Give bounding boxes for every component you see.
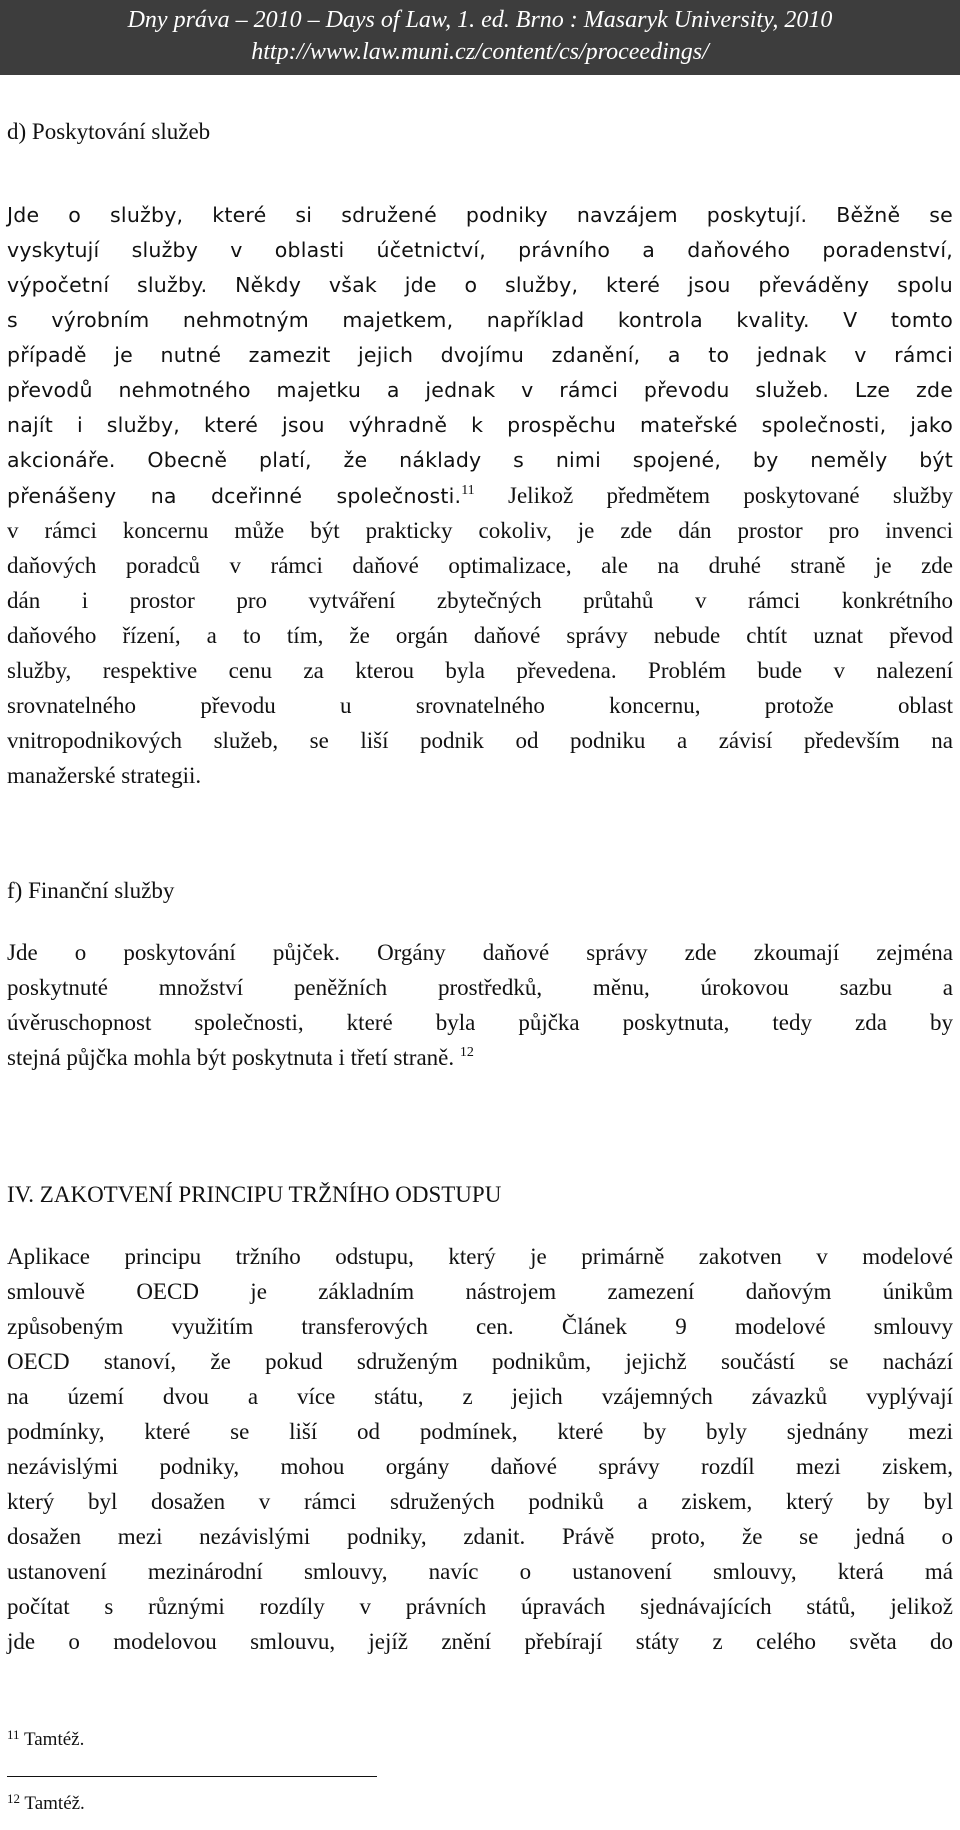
footnote-ref-11[interactable]: 11 xyxy=(461,483,475,498)
text-line: dosažen mezi nezávislými podniky, zdanit. Právě proto, že se jedná o xyxy=(7,1524,953,1549)
text-line: Jde o služby, které si sdružené podniky navzájem poskytují. Běžně se xyxy=(7,203,953,227)
text-line: případě je nutné zamezit jejich dvojímu zdanění, a to jednak v rámci xyxy=(7,343,953,367)
text-line: výpočetní služby. Někdy však jde o služby, které jsou převáděny spolu xyxy=(7,273,953,297)
text-line: převodů nehmotného majetku a jednak v rámci převodu služeb. Lze zde xyxy=(7,378,953,402)
section-iv-heading: IV. ZAKOTVENÍ PRINCIPU TRŽNÍHO ODSTUPU xyxy=(7,1182,502,1207)
text-line: ustanovení mezinárodní smlouvy, navíc o ustanovení smlouvy, která má xyxy=(7,1559,953,1584)
text-line: jde o modelovou smlouvu, jejíž znění přebírají státy z celého světa do xyxy=(7,1629,953,1654)
text-line: počítat s různými rozdíly v právních úpravách sjednávajících států, jelikož xyxy=(7,1594,953,1619)
text-line: najít i služby, které jsou výhradně k prospěchu mateřské společnosti, jako xyxy=(7,413,953,437)
footnote-ref-12[interactable]: 12 xyxy=(459,1045,474,1060)
text-line: který byl dosažen v rámci sdružených podniků a ziskem, který by byl xyxy=(7,1489,953,1514)
text-line: podmínky, které se liší od podmínek, které by byly sjednány mezi xyxy=(7,1419,953,1444)
section-iv xyxy=(7,1180,953,1210)
text-line: s výrobním nehmotným majetkem, například kontrola kvality. V tomto xyxy=(7,308,953,332)
text-line: srovnatelného převodu u srovnatelného koncernu, protože oblast xyxy=(7,693,953,718)
text-line: Jde o poskytování půjček. Orgány daňové správy zde zkoumají zejména xyxy=(7,940,953,965)
footnote-text: Tamtéž. xyxy=(23,1729,85,1750)
section-d-paragraph-continued xyxy=(7,478,953,793)
text-line: nezávislými podniky, mohou orgány daňové správy rozdíl mezi ziskem, xyxy=(7,1454,953,1479)
text-line: OECD stanoví, že pokud sdruženým podnikům, jejichž součástí se nachází xyxy=(7,1349,953,1374)
text-line xyxy=(7,1040,953,1075)
text-line: Aplikace principu tržního odstupu, který je primárně zakotven v modelové xyxy=(7,1244,953,1269)
text-line: služby, respektive cenu za kterou byla převedena. Problém bude v nalezení xyxy=(7,658,953,683)
footnote-separator xyxy=(7,1776,377,1777)
header-citation: Dny práva – 2010 – Days of Law, 1. ed. Brno : Masaryk University, 2010 xyxy=(127,7,833,33)
text-line: na území dvou a více státu, z jejich vzájemných závazků vyplývají xyxy=(7,1384,953,1409)
text-line: akcionáře. Obecně platí, že náklady s nimi spojené, by neměly být xyxy=(7,448,953,472)
footnote-number: 11 xyxy=(7,1727,20,1742)
footnote-12 xyxy=(7,1792,85,1816)
text-line: v rámci koncernu může být prakticky cokoliv, je zde dán prostor pro invenci xyxy=(7,518,953,543)
text-fragment: Jelikož předmětem poskytované služby xyxy=(474,483,953,508)
header-url: http://www.law.muni.cz/content/cs/proceedings/ xyxy=(251,39,709,65)
section-d xyxy=(7,117,953,147)
text-line: daňového řízení, a to tím, že orgán daňové správy nebude chtít uznat převod xyxy=(7,623,953,648)
text-line: poskytnuté množství peněžních prostředků, měnu, úrokovou sazbu a xyxy=(7,975,953,1000)
page-header xyxy=(0,0,960,75)
section-f xyxy=(7,876,953,906)
text-fragment: stejná půjčka mohla být poskytnuta i třetí straně. xyxy=(7,1045,455,1070)
text-line: smlouvě OECD je základním nástrojem zamezení daňovým únikům xyxy=(7,1279,953,1304)
section-d-paragraph xyxy=(7,198,953,478)
section-f-heading: f) Finanční služby xyxy=(7,878,175,903)
text-fragment: přenášeny na dceřinné společnosti. xyxy=(7,484,462,508)
text-line: způsobeným využitím transferových cen. Článek 9 modelové smlouvy xyxy=(7,1314,953,1339)
footnote-11 xyxy=(7,1728,84,1752)
section-f-paragraph xyxy=(7,935,953,1075)
text-line: úvěruschopnost společnosti, které byla půjčka poskytnuta, tedy zda by xyxy=(7,1010,953,1035)
text-line: vyskytují služby v oblasti účetnictví, právního a daňového poradenství, xyxy=(7,238,953,262)
text-line: daňových poradců v rámci daňové optimalizace, ale na druhé straně je zde xyxy=(7,553,953,578)
section-iv-paragraph xyxy=(7,1239,953,1659)
text-line: manažerské strategii. xyxy=(7,763,202,788)
text-line xyxy=(7,478,953,513)
text-line: dán i prostor pro vytváření zbytečných průtahů v rámci konkrétního xyxy=(7,588,953,613)
section-d-heading: d) Poskytování služeb xyxy=(7,119,211,144)
footnote-text: Tamtéž. xyxy=(24,1793,85,1814)
footnote-number: 12 xyxy=(7,1791,20,1806)
text-line: vnitropodnikových služeb, se liší podnik od podniku a závisí především na xyxy=(7,728,953,753)
